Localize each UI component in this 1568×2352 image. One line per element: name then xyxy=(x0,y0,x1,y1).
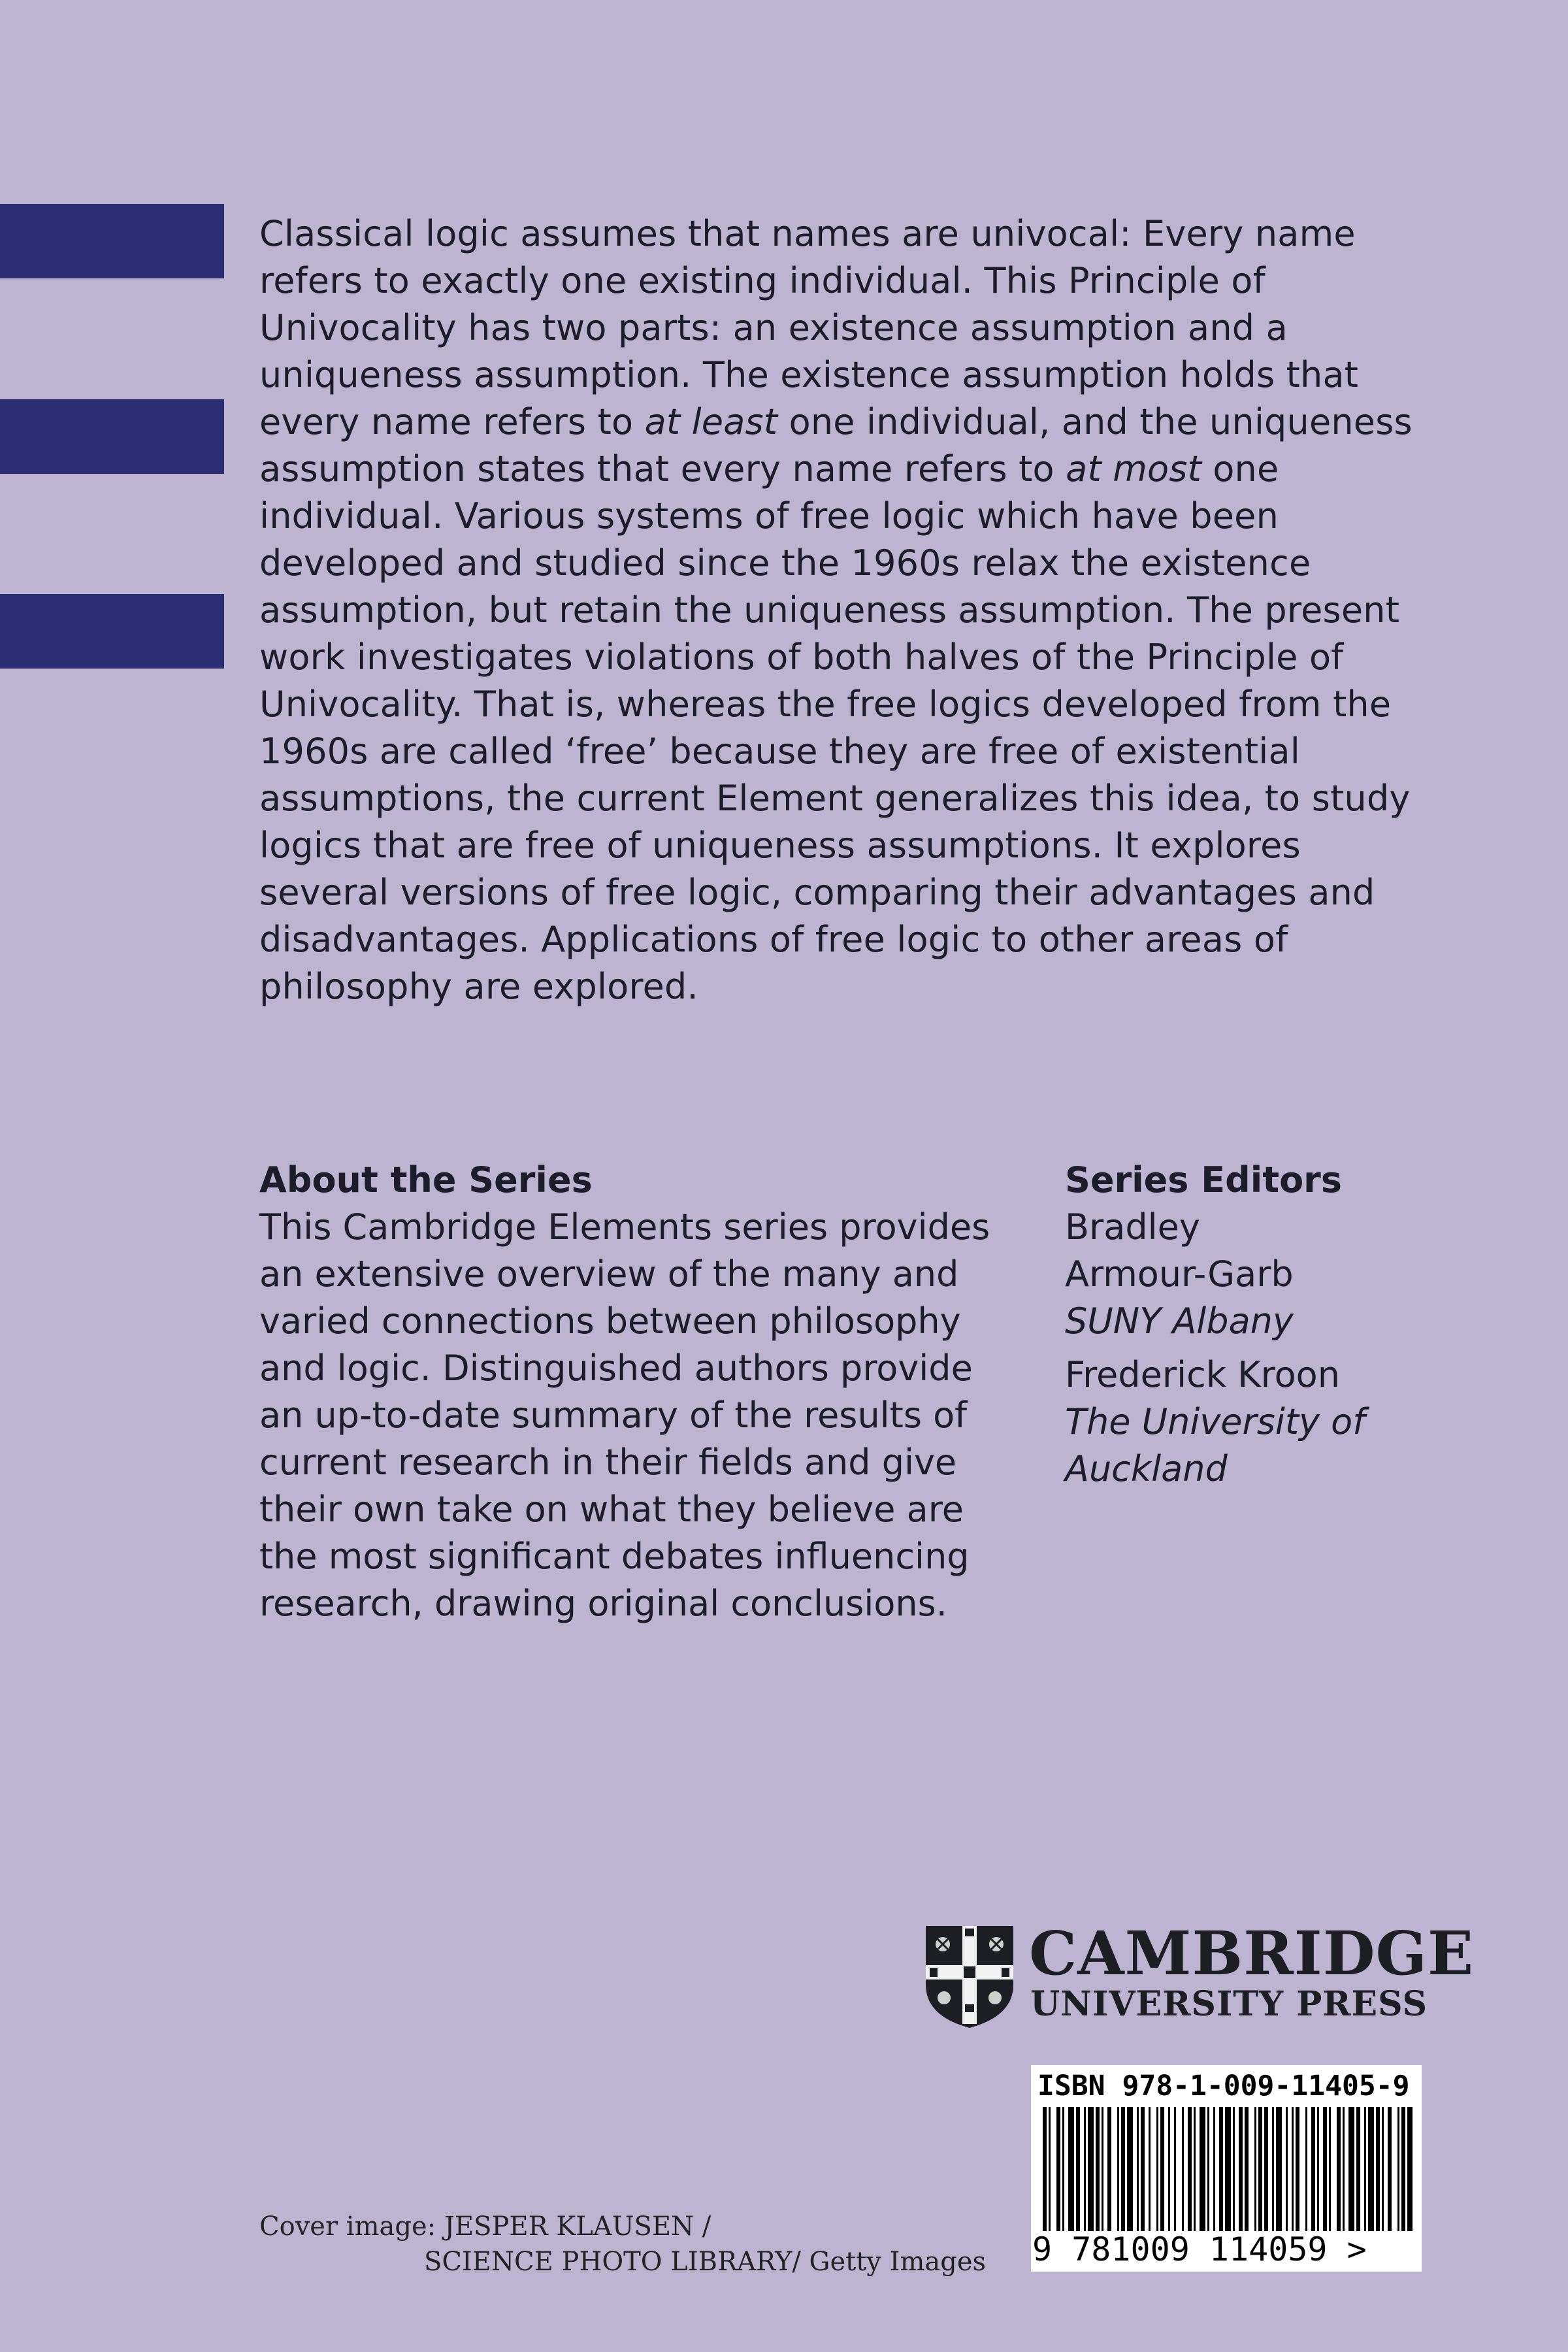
university-shield-icon xyxy=(924,1925,1015,2029)
barcode-stripe xyxy=(1188,2107,1192,2231)
barcode-stripe xyxy=(1127,2107,1133,2231)
barcode-stripe xyxy=(1388,2107,1392,2231)
barcode-stripe xyxy=(1156,2107,1158,2231)
publisher-name: CAMBRIDGE xyxy=(1029,1918,1475,1989)
editor-name: Armour-Garb xyxy=(1065,1253,1294,1295)
decorative-bar-middle xyxy=(0,399,224,474)
blurb-emphasis: at least xyxy=(644,401,778,442)
barcode-stripe xyxy=(1207,2107,1209,2231)
credit-line-1: Cover image: JESPER KLAUSEN / xyxy=(259,2211,711,2242)
about-series-text: This Cambridge Elements series provides an extensive overview of the many and varied connections between philosophy and logic. Distinguished authors provide an up-to-date summary of the results of current research in their fields and give their own take on what they believe are the most significant debates influencing research, drawing original conclusions. xyxy=(259,1206,990,1624)
barcode-stripe xyxy=(1376,2107,1380,2231)
barcode-stripe xyxy=(1337,2107,1341,2231)
barcode-stripe xyxy=(1049,2107,1051,2231)
barcode-stripe xyxy=(1233,2107,1235,2231)
barcode-stripe xyxy=(1296,2107,1299,2231)
barcode-stripe xyxy=(1311,2107,1315,2231)
barcode-stripe xyxy=(1117,2107,1119,2231)
barcode-bars xyxy=(1040,2107,1413,2231)
barcode-stripe xyxy=(1407,2107,1413,2231)
barcode-stripe xyxy=(1096,2107,1100,2231)
blurb-text: one individual. Various systems of free logic which have been developed and studied since the 1960s relax the existence assumption, but retain the uniqueness assumption. The present work investigates violations of both halves of the Principle of Univocality. That is, whereas the free logics developed from the 1960s are called ‘free’ because they are free of existential assumptions, the current Element generalizes this idea, to study logics that are free of uniqueness assumptions. It explores several versions of free logic, comparing their advantages and disadvantages. Applications of free logic to other areas of philosophy are explored. xyxy=(259,448,1411,1007)
barcode-stripe xyxy=(1068,2107,1074,2231)
barcode-stripe xyxy=(1084,2107,1086,2231)
barcode-stripe xyxy=(1121,2107,1125,2231)
about-the-series xyxy=(259,1157,1017,1627)
barcode-stripe xyxy=(1323,2107,1327,2231)
blurb-emphasis: at most xyxy=(1066,448,1201,489)
barcode-stripe xyxy=(1225,2107,1231,2231)
barcode-stripe xyxy=(1254,2107,1256,2231)
barcode-stripe xyxy=(1160,2107,1164,2231)
barcode-stripe xyxy=(1107,2107,1111,2231)
editor-affiliation: SUNY Albany xyxy=(1065,1300,1294,1342)
barcode-stripe xyxy=(1219,2107,1223,2231)
barcode-stripe xyxy=(1382,2107,1384,2231)
series-editors xyxy=(1065,1157,1522,1493)
barcode-stripe xyxy=(1088,2107,1094,2231)
about-series-heading: About the Series xyxy=(259,1159,593,1201)
publisher-logo xyxy=(924,1918,1475,2029)
ean-digits: 9 781009 114059 > xyxy=(1032,2230,1367,2268)
barcode-stripe xyxy=(1368,2107,1374,2231)
barcode-stripe xyxy=(1329,2107,1331,2231)
isbn-label: ISBN 978-1-009-11405-9 xyxy=(1037,2070,1410,2102)
barcode-stripe xyxy=(1076,2107,1080,2231)
blurb-text: Classical logic assumes that names are univocal: Every name refers to exactly one existing individual. This Principle of Univocality has two parts: an existence assumption and a uniqueness assumption. The existence assumption holds that every name refers to xyxy=(259,213,1359,442)
barcode-stripe xyxy=(1348,2107,1354,2231)
editor-name: Bradley xyxy=(1065,1206,1200,1248)
barcode-stripe xyxy=(1182,2107,1184,2231)
barcode-stripe xyxy=(1305,2107,1307,2231)
barcode-stripe xyxy=(1401,2107,1405,2231)
barcode-stripe xyxy=(1213,2107,1215,2231)
blurb-text: one individual, and the uniqueness assumption states that every name refers to xyxy=(259,401,1413,489)
barcode-stripe xyxy=(1141,2107,1145,2231)
barcode-stripe xyxy=(1102,2107,1103,2231)
barcode-stripe xyxy=(1137,2107,1139,2231)
barcode-stripe xyxy=(1168,2107,1170,2231)
barcode-stripe xyxy=(1239,2107,1243,2231)
barcode-stripe xyxy=(1356,2107,1360,2231)
barcode-stripe xyxy=(1258,2107,1262,2231)
isbn-barcode xyxy=(1031,2065,1422,2272)
barcode-stripe xyxy=(1286,2107,1288,2231)
editor-affiliation: The University of xyxy=(1065,1401,1365,1442)
barcode-stripe xyxy=(1056,2107,1060,2231)
barcode-stripe xyxy=(1317,2107,1319,2231)
cover-image-credit xyxy=(259,2209,1043,2279)
decorative-bar-top xyxy=(0,204,224,278)
series-editors-heading: Series Editors xyxy=(1065,1159,1342,1201)
editor-affiliation: Auckland xyxy=(1065,1448,1228,1489)
barcode-stripe xyxy=(1276,2107,1282,2231)
barcode-stripe xyxy=(1343,2107,1345,2231)
barcode-stripe xyxy=(1062,2107,1064,2231)
barcode-stripe xyxy=(1174,2107,1176,2231)
barcode-stripe xyxy=(1272,2107,1274,2231)
barcode-stripe xyxy=(1292,2107,1294,2231)
decorative-bar-bottom xyxy=(0,594,224,669)
credit-line-2: SCIENCE PHOTO LIBRARY/ Getty Images xyxy=(424,2247,987,2277)
barcode-stripe xyxy=(1397,2107,1399,2231)
editor-name: Frederick Kroon xyxy=(1065,1354,1340,1395)
barcode-stripe xyxy=(1264,2107,1268,2231)
publisher-subtitle: UNIVERSITY PRESS xyxy=(1030,1984,1428,2024)
barcode-stripe xyxy=(1149,2107,1151,2231)
book-blurb xyxy=(259,210,1435,1010)
barcode-stripe xyxy=(1194,2107,1196,2231)
barcode-stripe xyxy=(1200,2107,1205,2231)
barcode-stripe xyxy=(1245,2107,1249,2231)
barcode-stripe xyxy=(1364,2107,1366,2231)
